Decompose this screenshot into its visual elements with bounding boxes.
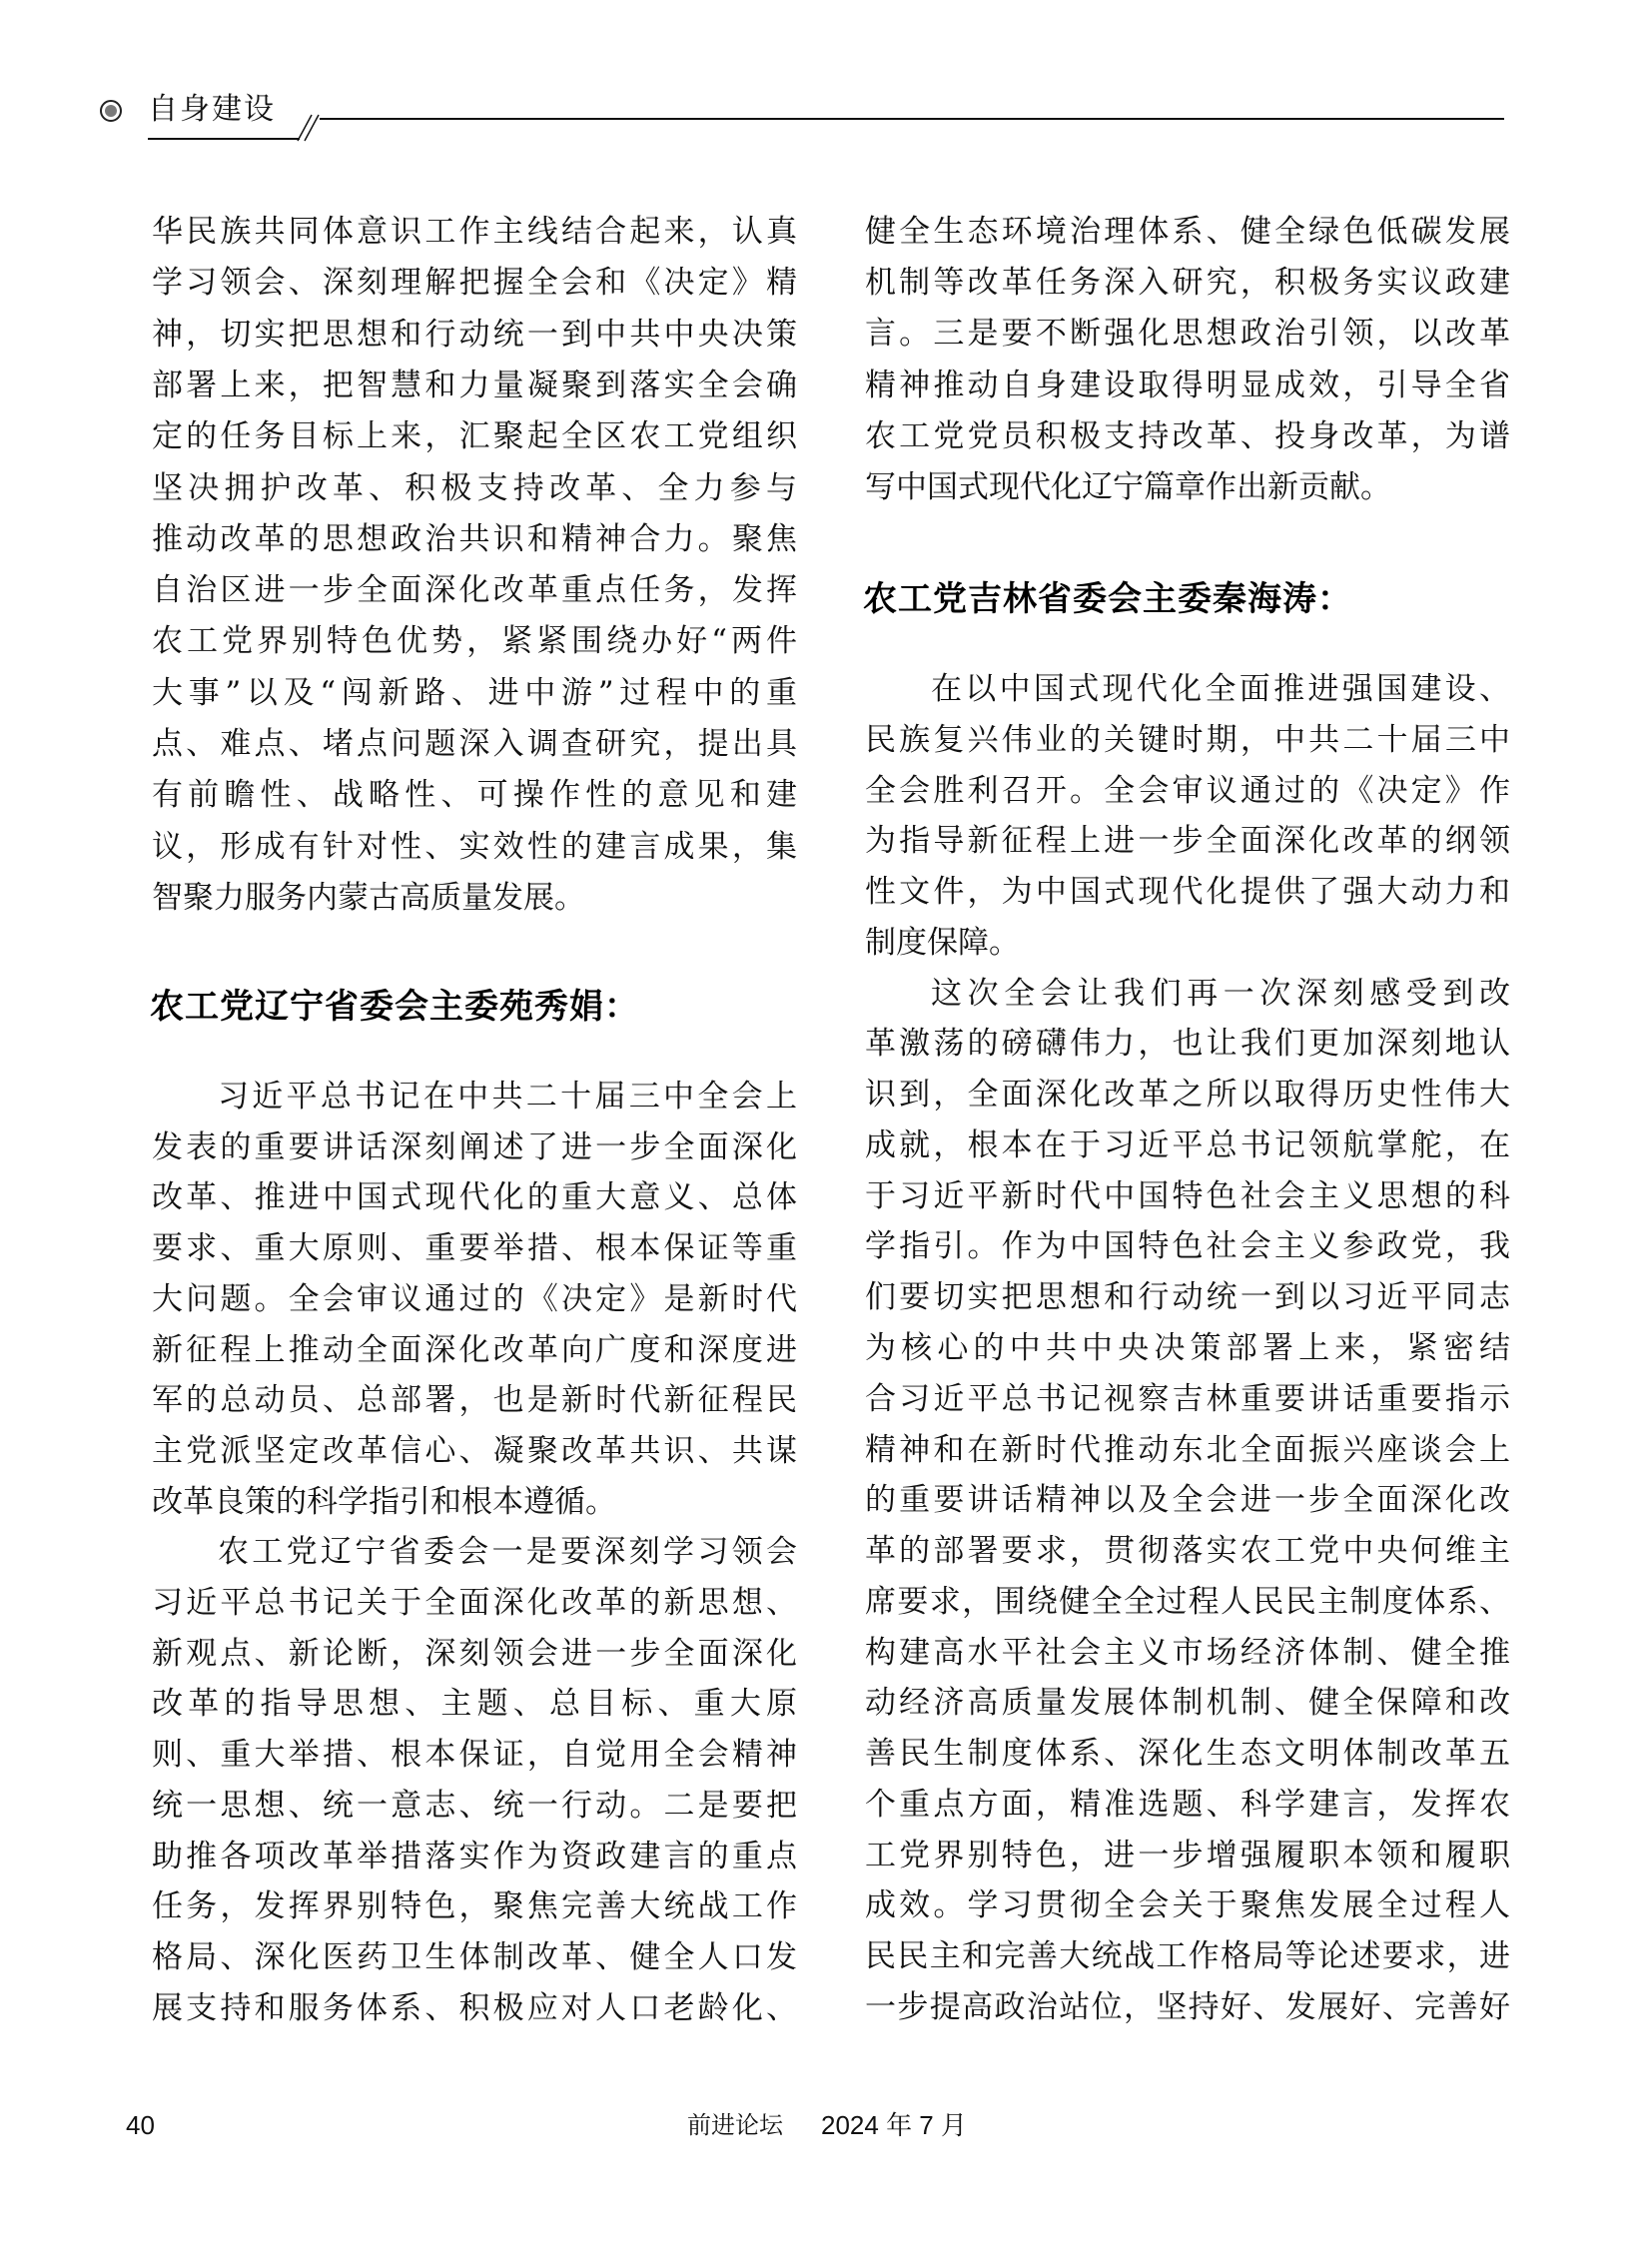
text-line: 农工党党员积极支持改革、投身改革，为谱 (865, 417, 1510, 454)
text-line: 大问题。全会审议通过的《决定》是新时代 (152, 1280, 797, 1317)
text-line: 席要求，围绕健全全过程人民民主制度体系、 (865, 1583, 1510, 1620)
text-line: 性文件，为中国式现代化提供了强大动力和 (865, 874, 1510, 911)
text-line: 华民族共同体意识工作主线结合起来，认真 (152, 214, 797, 250)
page-number: 40 (126, 2110, 155, 2140)
text-line: 改革的指导思想、主题、总目标、重大原 (152, 1686, 797, 1723)
paragraph-first-line: 这次全会让我们再一次深刻感受到改 (931, 975, 1510, 1012)
target-circle-icon (100, 100, 122, 122)
text-line: 精神和在新时代推动东北全面振兴座谈会上 (865, 1431, 1510, 1468)
text-line: 构建高水平社会主义市场经济体制、健全推 (865, 1634, 1510, 1671)
section-title: 自身建设 (148, 92, 276, 127)
text-line: 为核心的中共中央决策部署上来，紧密结 (865, 1330, 1510, 1366)
text-line: 革的部署要求，贯彻落实农工党中央何维主 (865, 1533, 1510, 1570)
text-line: 民民主和完善大统战工作格局等论述要求，进 (865, 1938, 1510, 1975)
text-line: 统一思想、统一意志、统一行动。二是要把 (152, 1787, 797, 1824)
text-line: 善民生制度体系、深化生态文明体制改革五 (865, 1736, 1510, 1773)
text-line: 习近平总书记关于全面深化改革的新思想、 (152, 1585, 797, 1621)
text-line: 新征程上推动全面深化改革向广度和深度进 (152, 1331, 797, 1368)
text-line: 言。三是要不断强化思想政治引领，以改革 (865, 316, 1510, 353)
text-line: 则、重大举措、根本保证，自觉用全会精神 (152, 1737, 797, 1774)
text-line: 新观点、新论断，深刻领会进一步全面深化 (152, 1635, 797, 1672)
text-line: 全会胜利召开。全会审议通过的《决定》作 (865, 772, 1510, 809)
text-line: 制度保障。 (865, 924, 1020, 961)
text-line: 任务，发挥界别特色，聚焦完善大统战工作 (152, 1888, 797, 1925)
text-line: 革激荡的磅礴伟力，也让我们更加深刻地认 (865, 1026, 1510, 1063)
issue-date: 2024 年 7 月 (821, 2110, 967, 2140)
text-line: 为指导新征程上进一步全面深化改革的纲领 (865, 823, 1510, 860)
text-line: 精神推动自身建设取得明显成效，引导全省 (865, 367, 1510, 403)
section-heading: 农工党吉林省委会主委秦海涛： (863, 579, 1352, 619)
text-line: 部署上来，把智慧和力量凝聚到落实全会确 (152, 367, 797, 403)
paragraph-first-line: 习近平总书记在中共二十届三中全会上 (218, 1079, 797, 1115)
text-line: 识到，全面深化改革之所以取得历史性伟大 (865, 1077, 1510, 1114)
text-line: 智聚力服务内蒙古高质量发展。 (152, 879, 585, 916)
text-line: 学习领会、深刻理解把握全会和《决定》精 (152, 265, 797, 302)
text-line: 坚决拥护改革、积极支持改革、全力参与 (152, 469, 797, 506)
section-heading: 农工党辽宁省委会主委苑秀娟： (150, 987, 639, 1027)
text-line: 的重要讲话精神以及全会进一步全面深化改 (865, 1482, 1510, 1519)
text-line: 自治区进一步全面深化改革重点任务，发挥 (152, 572, 797, 609)
text-line: 民族复兴伟业的关键时期，中共二十届三中 (865, 721, 1510, 758)
header-rule-slash-2 (305, 115, 319, 141)
text-line: 个重点方面，精准选题、科学建言，发挥农 (865, 1786, 1510, 1823)
text-line: 学指引。作为中国特色社会主义参政党，我 (865, 1228, 1510, 1265)
text-line: 改革、推进中国式现代化的重大意义、总体 (152, 1179, 797, 1216)
text-line: 合习近平总书记视察吉林重要讲话重要指示 (865, 1380, 1510, 1417)
text-line: 展支持和服务体系、积极应对人口老龄化、 (152, 1989, 797, 2026)
text-line: 军的总动员、总部署，也是新时代新征程民 (152, 1382, 797, 1419)
text-line: 于习近平新时代中国特色社会主义思想的科 (865, 1177, 1510, 1214)
magazine-name: 前进论坛 (687, 2111, 783, 2139)
text-line: 主党派坚定改革信心、凝聚改革共识、共谋 (152, 1432, 797, 1469)
text-line: 健全生态环境治理体系、健全绿色低碳发展 (865, 214, 1510, 250)
paragraph-first-line: 在以中国式现代化全面推进强国建设、 (931, 671, 1510, 707)
text-line: 有前瞻性、战略性、可操作性的意见和建 (152, 777, 797, 814)
text-line: 大事”以及“闯新路、进中游”过程中的重 (152, 674, 797, 711)
text-line: 农工党界别特色优势，紧紧围绕办好“两件 (152, 623, 797, 660)
text-line: 成就，根本在于习近平总书记领航掌舵，在 (865, 1126, 1510, 1163)
text-line: 助推各项改革举措落实作为资政建言的重点 (152, 1838, 797, 1874)
text-line: 工党界别特色，进一步增强履职本领和履职 (865, 1837, 1510, 1873)
text-line: 格局、深化医药卫生体制改革、健全人口发 (152, 1938, 797, 1975)
paragraph-first-line: 农工党辽宁省委会一是要深刻学习领会 (218, 1534, 797, 1571)
text-line: 机制等改革任务深入研究，积极务实议政建 (865, 265, 1510, 302)
text-line: 神，切实把思想和行动统一到中共中央决策 (152, 316, 797, 353)
text-line: 议，形成有针对性、实效性的建言成果，集 (152, 828, 797, 865)
text-line: 发表的重要讲话深刻阐述了进一步全面深化 (152, 1128, 797, 1165)
text-line: 改革良策的科学指引和根本遵循。 (152, 1483, 616, 1520)
text-line: 要求、重大原则、重要举措、根本保证等重 (152, 1230, 797, 1267)
text-line: 们要切实把思想和行动统一到以习近平同志 (865, 1279, 1510, 1316)
text-line: 定的任务目标上来，汇聚起全区农工党组织 (152, 418, 797, 455)
text-line: 写中国式现代化辽宁篇章作出新贡献。 (865, 469, 1391, 505)
text-line: 动经济高质量发展体制机制、健全保障和改 (865, 1685, 1510, 1722)
header-rule-slash-1 (298, 115, 312, 141)
text-line: 成效。学习贯彻全会关于聚焦发展全过程人 (865, 1887, 1510, 1924)
text-line: 点、难点、堵点问题深入调查研究，提出具 (152, 726, 797, 762)
text-line: 一步提高政治站位，坚持好、发展好、完善好 (865, 1989, 1510, 2026)
text-line: 推动改革的思想政治共识和精神合力。聚焦 (152, 520, 797, 557)
